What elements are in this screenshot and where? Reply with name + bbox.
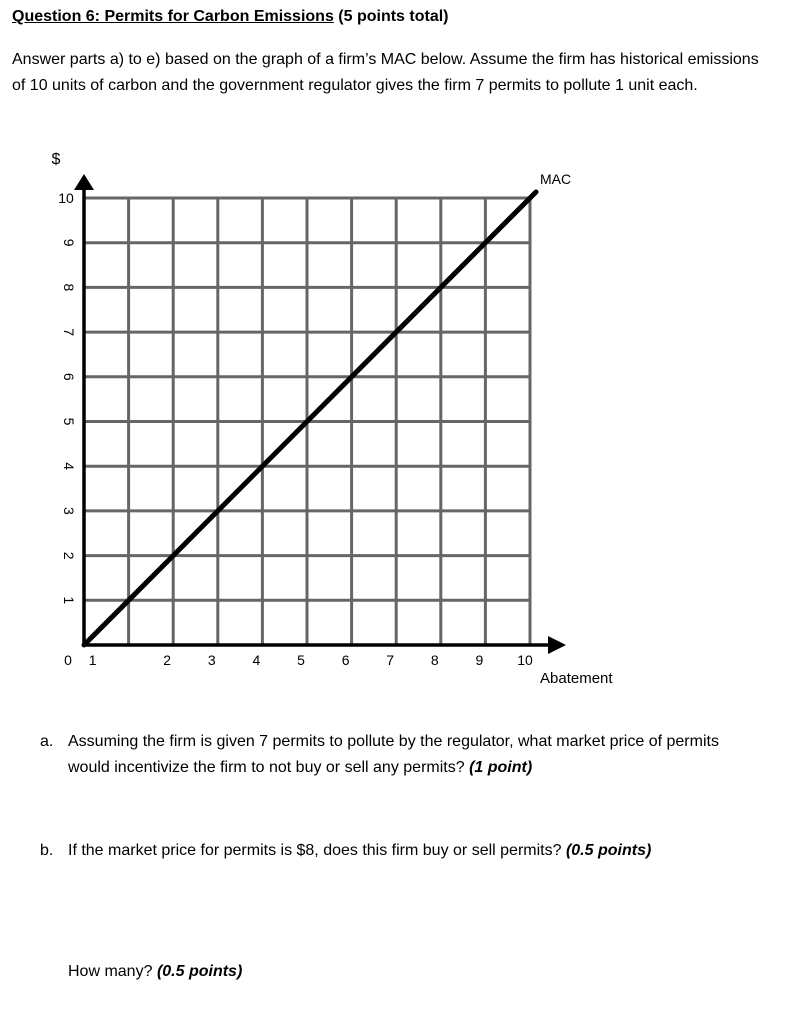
x-tick-label: 3	[207, 652, 216, 668]
how-many-points: (0.5 points)	[156, 963, 243, 980]
intro-paragraph: Answer parts a) to e) based on the graph of a firm’s MAC below. Assume the firm has historical emissions of 10 units of carbon and the government regulator gives the firm 7 permits to pollute 1 unit each.	[12, 51, 759, 94]
x-tick-label: 6	[341, 652, 350, 668]
x-tick-label: 5	[297, 652, 305, 668]
x-tick-label: 10	[517, 652, 533, 668]
question-b-text: If the market price for permits is $8, does this firm buy or sell permits?	[68, 842, 562, 859]
x-tick-label: 4	[252, 652, 261, 668]
x-tick-label: 8	[430, 652, 439, 668]
how-many-text: How many?	[68, 963, 153, 980]
origin-label: 0	[64, 652, 72, 668]
y-tick-label: 9	[61, 238, 77, 247]
question-b-points: (0.5 points)	[565, 842, 652, 859]
question-b	[40, 838, 760, 864]
how-many-prompt	[68, 963, 242, 981]
y-tick-label: 8	[61, 283, 77, 292]
question-a	[40, 729, 760, 781]
y-tick-label: 3	[60, 507, 77, 515]
y-tick-label: 10	[58, 190, 74, 206]
y-tick-label: 5	[61, 417, 77, 426]
y-axis-arrow-icon	[74, 174, 94, 190]
question-b-letter: b.	[40, 842, 54, 859]
y-tick-label: 7	[61, 328, 77, 336]
x-axis-arrow-icon	[548, 636, 566, 654]
x-tick-label: 2	[163, 652, 172, 668]
y-tick-label: 1	[61, 596, 77, 605]
x-tick-label: 9	[475, 652, 484, 668]
question-points-total: (5 points total)	[333, 8, 449, 25]
mac-line	[84, 192, 536, 645]
mac-label: MAC	[540, 171, 572, 187]
question-a-letter: a.	[40, 733, 54, 750]
x-tick-label: 1	[88, 652, 97, 668]
question-a-text: Assuming the firm is given 7 permits to pollute by the regulator, what market price of permits would incentivize the firm to not buy or sell any permits?	[68, 733, 719, 776]
y-axis-label: $	[51, 151, 61, 168]
x-tick-label: 7	[386, 652, 395, 668]
y-tick-label: 6	[61, 372, 77, 381]
question-a-points: (1 point)	[469, 759, 533, 776]
x-axis-label: Abatement	[540, 670, 613, 687]
y-tick-label: 4	[61, 462, 77, 471]
y-tick-label: 2	[61, 551, 77, 560]
question-title: Question 6: Permits for Carbon Emissions	[12, 8, 334, 25]
